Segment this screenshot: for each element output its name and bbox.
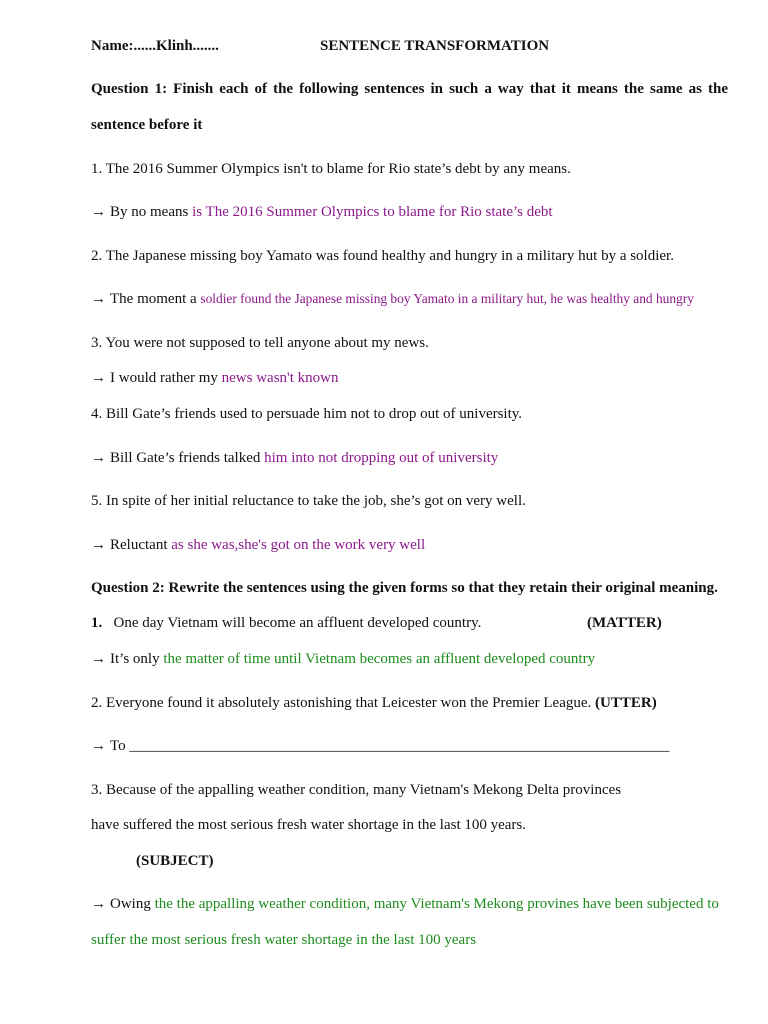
right-arrow-icon: → bbox=[91, 291, 106, 307]
q2-form-2: (UTTER) bbox=[595, 695, 657, 711]
q1-prompt-4: Bill Gate’s friends talked bbox=[110, 450, 265, 466]
q2-answer-row-3 bbox=[91, 895, 728, 913]
q1-sentence-2: 2. The Japanese missing boy Yamato was found healthy and hungry in a military hut by a soldier. bbox=[91, 248, 674, 264]
q2-answer-3-line1: the the appalling weather condition, many Vietnam's Mekong provines have been subjected to bbox=[154, 896, 719, 912]
q2-answer-1: the matter of time until Vietnam becomes an affluent developed country bbox=[163, 651, 596, 667]
right-arrow-icon: → bbox=[91, 738, 106, 754]
q2-prompt-2: To bbox=[110, 738, 130, 754]
q2-sentence-2 bbox=[91, 694, 728, 712]
q2-number-1: 1. bbox=[91, 615, 103, 631]
q1-answer-4: him into not dropping out of university bbox=[264, 450, 499, 466]
q1-answer-row-1 bbox=[91, 203, 728, 221]
q2-form-3: (SUBJECT) bbox=[136, 853, 214, 869]
right-arrow-icon: → bbox=[91, 651, 106, 667]
q2-answer-row-1 bbox=[91, 650, 728, 668]
q2-answer-row-2 bbox=[91, 737, 674, 755]
q1-heading-line1: Question 1: Finish each of the following sentences in such a way that it means the same as the bbox=[91, 81, 728, 97]
page-title: SENTENCE TRANSFORMATION bbox=[320, 38, 550, 54]
q2-answer-blank-2[interactable]: ________________________________________________________________________ bbox=[129, 738, 670, 754]
q2-sentence-2-text: 2. Everyone found it absolutely astonishing that Leicester won the Premier League. bbox=[91, 695, 596, 711]
q1-answer-row-5 bbox=[91, 536, 728, 554]
q1-prompt-2: The moment a bbox=[110, 291, 201, 307]
right-arrow-icon: → bbox=[91, 537, 106, 553]
q2-form-1: (MATTER) bbox=[587, 615, 662, 631]
q2-heading: Question 2: Rewrite the sentences using the given forms so that they retain their original meaning. bbox=[91, 580, 718, 596]
name-field: Name:......Klinh....... bbox=[91, 38, 219, 54]
right-arrow-icon: → bbox=[91, 896, 106, 912]
q1-sentence-4: 4. Bill Gate’s friends used to persuade him not to drop out of university. bbox=[91, 406, 523, 422]
q1-answer-5: as she was,she's got on the work very well bbox=[171, 537, 426, 553]
right-arrow-icon: → bbox=[91, 450, 106, 466]
q1-sentence-1: 1. The 2016 Summer Olympics isn't to blame for Rio state’s debt by any means. bbox=[91, 161, 571, 177]
q1-answer-row-4 bbox=[91, 449, 728, 467]
q2-prompt-1: It’s only bbox=[110, 651, 164, 667]
q1-answer-row-2 bbox=[91, 290, 728, 308]
q1-sentence-3: 3. You were not supposed to tell anyone about my news. bbox=[91, 335, 429, 351]
q1-prompt-1: By no means bbox=[110, 204, 193, 220]
q1-answer-1: is The 2016 Summer Olympics to blame for Rio state’s debt bbox=[192, 204, 553, 220]
q1-answer-3: news wasn't known bbox=[221, 370, 339, 386]
q1-answer-2: soldier found the Japanese missing boy Yamato in a military hut, he was healthy and hungry bbox=[200, 291, 694, 306]
q1-prompt-3: I would rather my bbox=[110, 370, 222, 386]
q1-heading-line2: sentence before it bbox=[91, 117, 203, 133]
q1-sentence-5: 5. In spite of her initial reluctance to take the job, she’s got on very well. bbox=[91, 493, 526, 509]
q1-answer-row-3 bbox=[91, 369, 728, 387]
right-arrow-icon: → bbox=[91, 370, 106, 386]
q2-sentence-3-line2: have suffered the most serious fresh water shortage in the last 100 years. bbox=[91, 817, 527, 833]
q2-answer-3-line2: suffer the most serious fresh water shortage in the last 100 years bbox=[91, 932, 477, 948]
right-arrow-icon: → bbox=[91, 204, 106, 220]
q2-sentence-3-line1: 3. Because of the appalling weather condition, many Vietnam's Mekong Delta provinces bbox=[91, 782, 622, 798]
q2-prompt-3: Owing bbox=[110, 896, 155, 912]
q2-sentence-1-text: One day Vietnam will become an affluent developed country. bbox=[113, 615, 482, 631]
q1-prompt-5: Reluctant bbox=[110, 537, 172, 553]
